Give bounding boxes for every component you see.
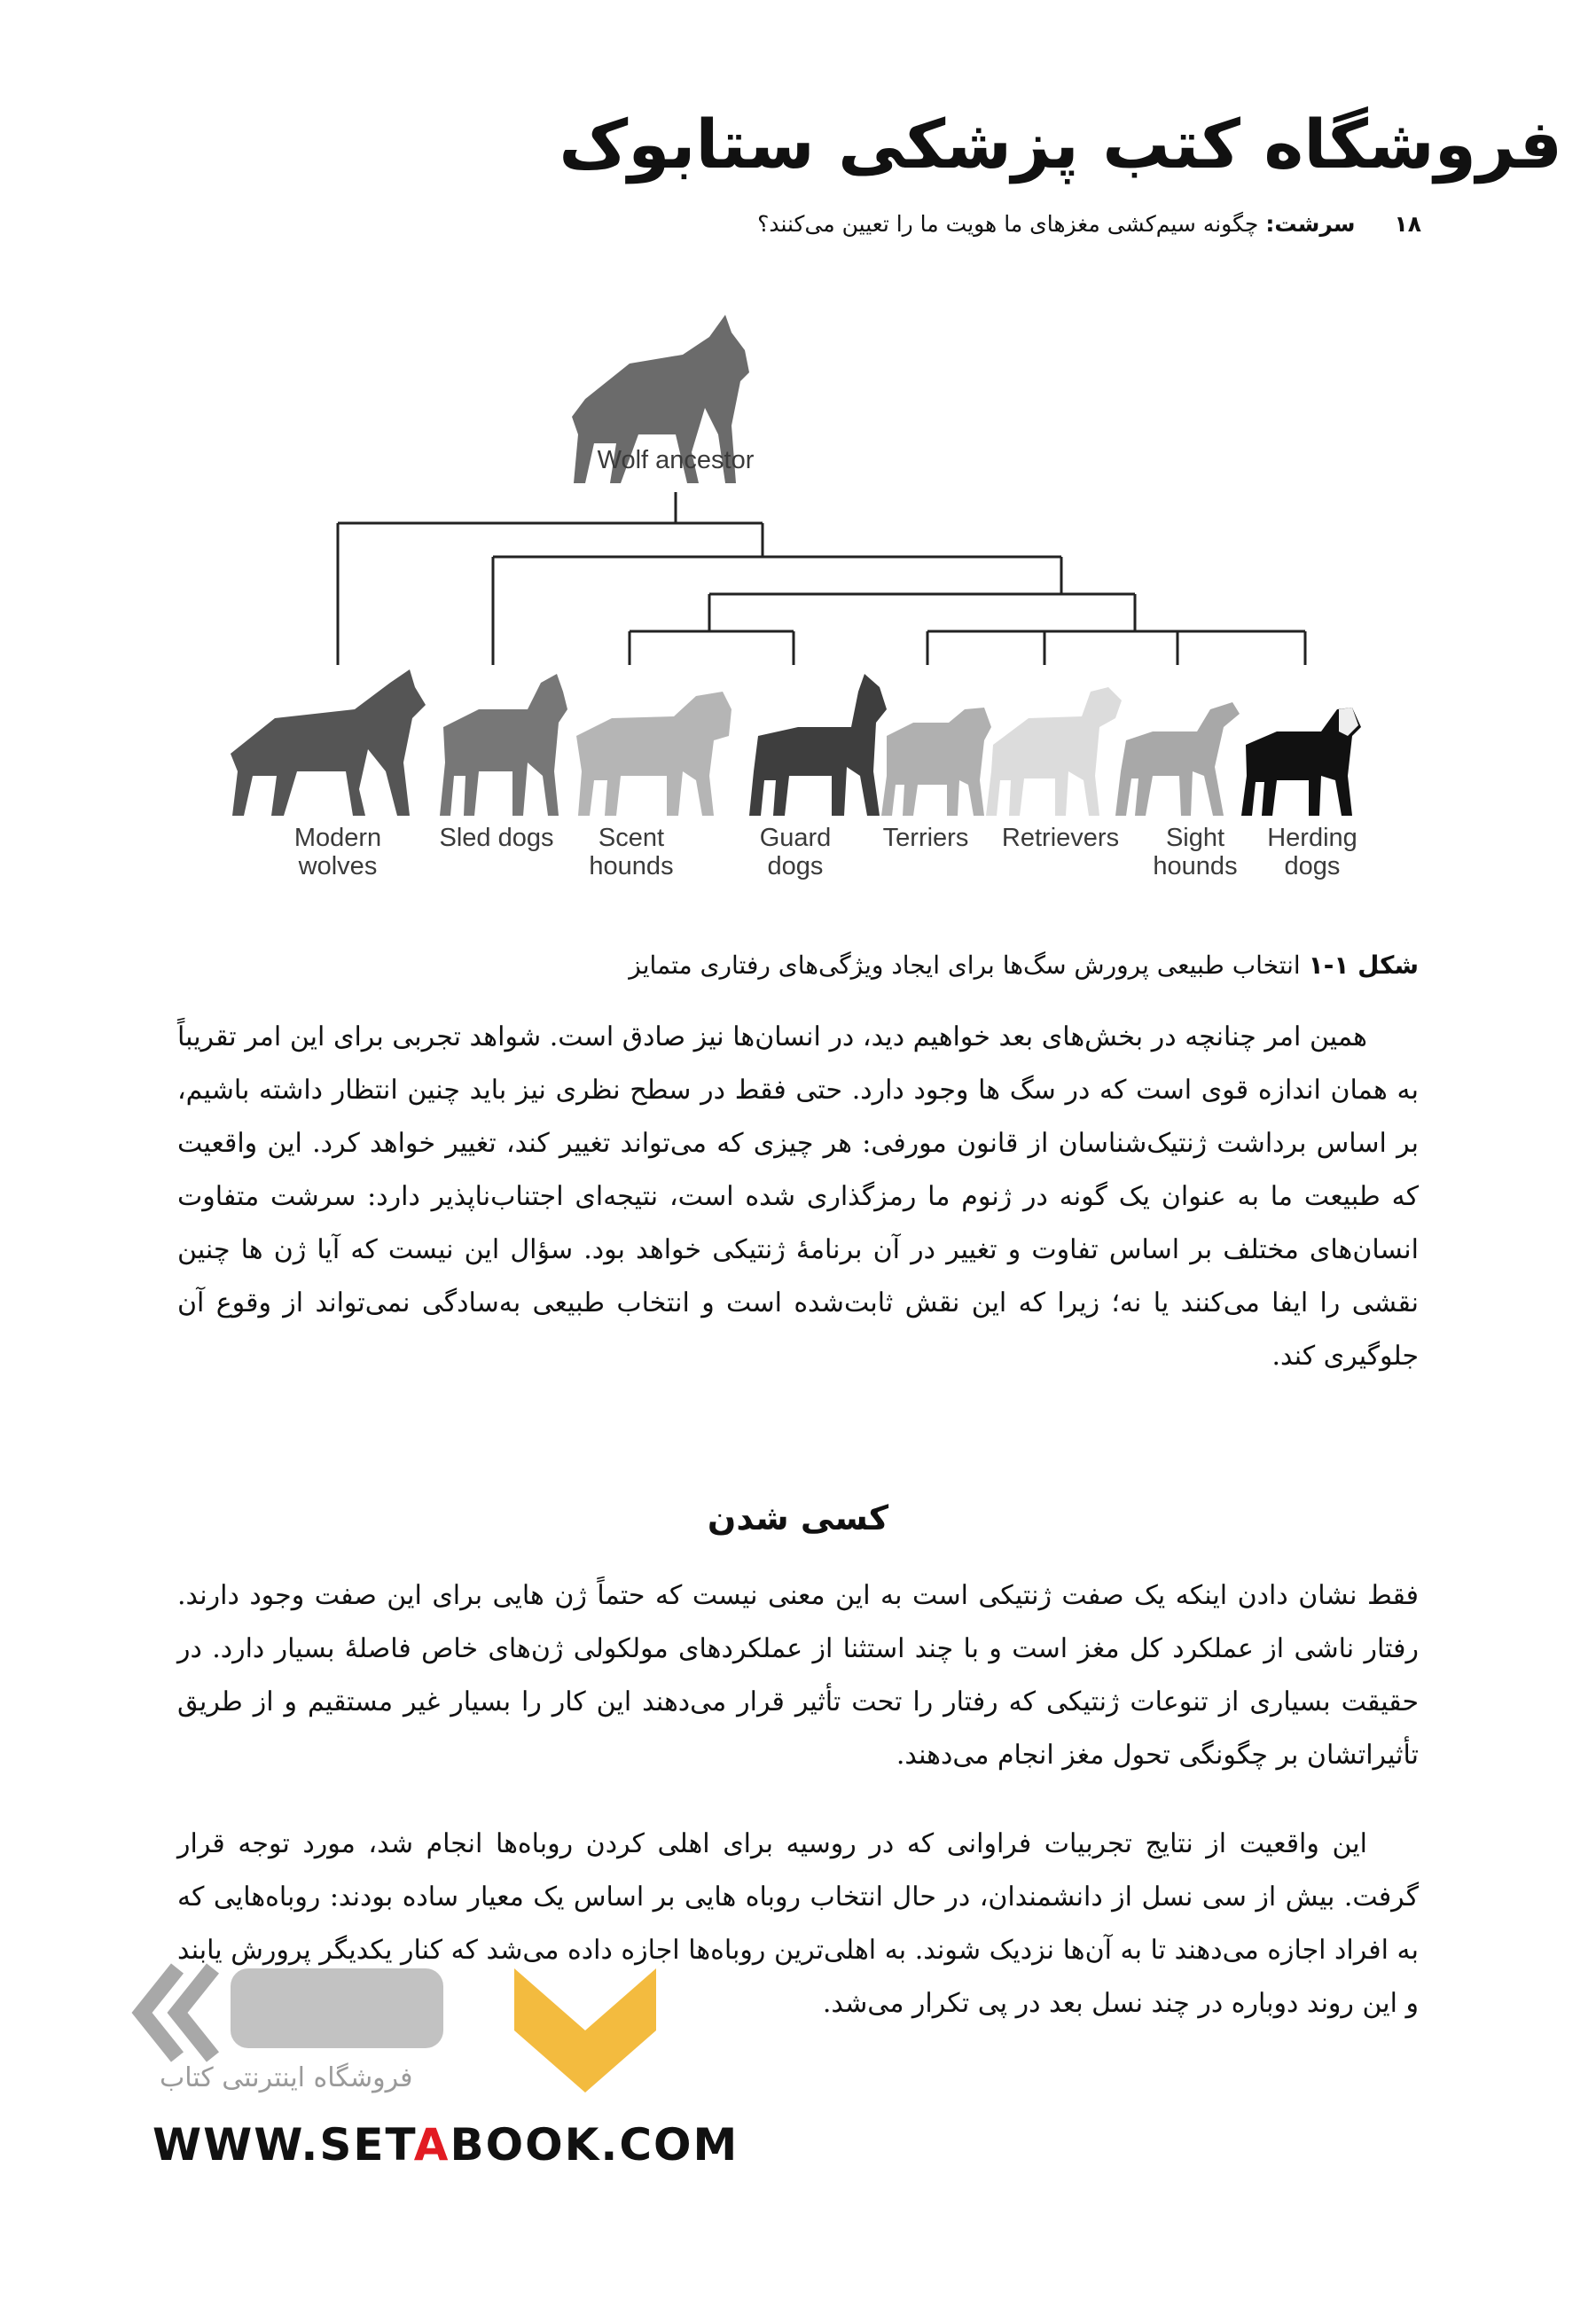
leaf-label-3a: Scent: [598, 824, 665, 852]
watermark-url: [153, 2119, 739, 2171]
leaf-label-6a: Retrievers: [1001, 824, 1120, 852]
url-prefix: WWW.SET: [153, 2119, 414, 2171]
modern-wolf-icon: [231, 669, 426, 816]
leaf-label-1b: wolves: [298, 852, 378, 880]
herding-dog-icon: [1241, 708, 1361, 816]
tree-lines: [338, 492, 1305, 665]
leaf-label-7a: Sight: [1165, 824, 1225, 852]
caption-number: شکل ۱-۱: [1308, 951, 1419, 980]
leaf-label-8a: Herding: [1267, 824, 1357, 852]
leaf-label-4a: Guard: [759, 824, 832, 852]
breed-tree-figure: [213, 293, 1401, 896]
section-heading: کسی شدن: [707, 1498, 889, 1537]
store-banner: فروشگاه کتب پزشکی ستابوک: [559, 105, 1562, 184]
sight-hound-icon: [1115, 702, 1240, 816]
caption-text: انتخاب طبیعی پرورش سگ‌ها برای ایجاد ویژگی‌های رفتاری متمایز: [629, 951, 1301, 980]
paragraph-3-text: این واقعیت از نتایج تجربیات فراوانی که در روسیه برای اهلی کردن روباه‌ها انجام شد، مورد توجه قرار گرفت. بیش از سی نسل از دانشمندان، در حال انتخاب روباه هایی بر اساس یک معیار ساده بودند: روباه‌هایی که به افراد اجازه می‌دهند تا به آن‌ها نزدیک شوند. به اهلی‌ترین روباه‌ها اجازه داده می‌شد که کنار یکدیگر پرورش یابند و این روند دوباره در چند نسل بعد در پی تکرار می‌شد.: [177, 1828, 1419, 2019]
guard-dog-icon: [749, 674, 887, 816]
figure-caption: [629, 951, 1419, 980]
logo-tagline: فروشگاه اینترنتی کتاب: [160, 2062, 413, 2093]
running-head: [757, 211, 1421, 237]
scent-hound-icon: [576, 692, 732, 816]
leaf-label-2a: Sled dogs: [439, 824, 554, 852]
leaf-label-4b: dogs: [767, 852, 824, 880]
leaf-label-1a: Modern: [293, 824, 382, 852]
book-subtitle: چگونه سیم‌کشی مغزهای ما هویت ما را تعیین می‌کنند؟: [757, 211, 1259, 237]
page-number: ۱۸: [1394, 211, 1421, 237]
leaf-label-3b: hounds: [589, 852, 674, 880]
paragraph-1: [177, 1011, 1419, 1383]
url-suffix: BOOK.COM: [450, 2119, 739, 2171]
sled-dog-icon: [440, 674, 567, 816]
root-label: Wolf ancestor: [597, 446, 755, 474]
leaf-label-8b: dogs: [1284, 852, 1341, 880]
book-title: سرشت:: [1265, 211, 1356, 237]
paragraph-2: [177, 1569, 1419, 1782]
leaf-label-5a: Terriers: [882, 824, 969, 852]
retriever-icon: [986, 687, 1122, 816]
leaf-label-7b: hounds: [1153, 852, 1238, 880]
url-accent: A: [413, 2119, 450, 2171]
logo-crown-icon: [514, 1968, 656, 2093]
paragraph-1-text: همین امر چنانچه در بخش‌های بعد خواهیم دید، در انسان‌ها نیز صادق است. شواهد تجربی برای این امر تقریباً به همان اندازه قوی است که در سگ ها وجود دارد. حتی فقط در سطح نظری نیز باید چنین انتظار داشته باشیم، بر اساس برداشت ژنتیک‌شناسان از قانون مورفی: هر چیزی که می‌تواند تغییر کند، تغییر خواهد کرد. این واقعیت که طبیعت ما به عنوان یک گونه در ژنوم ما رمزگذاری شده است، نتیجه‌ای اجتناب‌ناپذیر دارد: سرشت متفاوت انسان‌های مختلف بر اساس تفاوت و تغییر در آن برنامهٔ ژنتیکی خواهد بود. سؤال این نیست که آیا ژن ها چنین نقشی را ایفا می‌کنند یا نه؛ زیرا که این نقش ثابت‌شده است و انتخاب طبیعی به‌سادگی نمی‌تواند از وقوع آن جلوگیری کند.: [177, 1021, 1419, 1372]
logo-chevron-icon: [142, 1968, 213, 2057]
paragraph-2-text: فقط نشان دادن اینکه یک صفت ژنتیکی است به این معنی نیست که حتماً ژن هایی برای این صفت وجود دارند. رفتار ناشی از عملکرد کل مغز است و با چند استثنا از عملکردهای مولکولی ژن‌های خاص فاصلهٔ بسیار دارد. در حقیقت بسیاری از تنوعات ژنتیکی که رفتار را تحت تأثیر قرار می‌دهند این کار را بسیار غیر مستقیم و از طریق تأثیراتشان بر چگونگی تحول مغز انجام می‌دهند.: [177, 1580, 1419, 1771]
terrier-icon: [881, 708, 991, 816]
logo-wordmark-icon: [231, 1968, 443, 2048]
